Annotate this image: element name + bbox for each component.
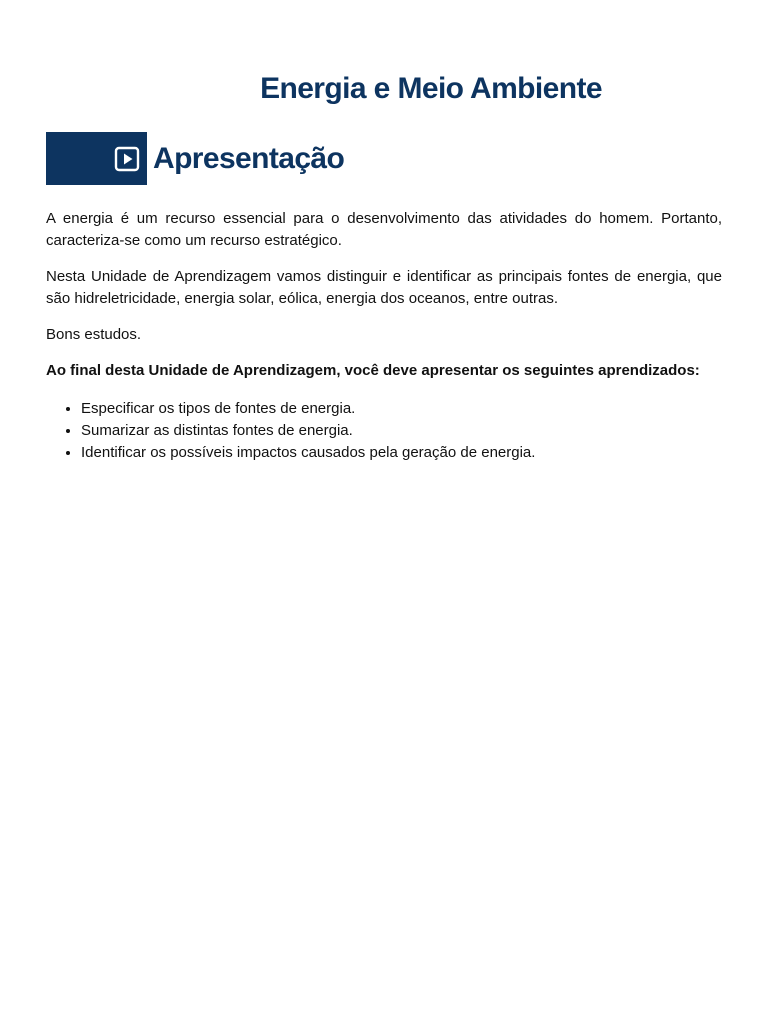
- document-title: Energia e Meio Ambiente: [260, 72, 602, 106]
- section-title: Apresentação: [153, 141, 345, 175]
- intro-paragraph: A energia é um recurso essencial para o desenvolvimento das atividades do homem. Portanto, caracteriza-se como um recurso estratégico.: [46, 210, 722, 249]
- document-body: [46, 208, 722, 464]
- section-header-bar: [46, 132, 147, 185]
- list-item: • Identificar os possíveis impactos causados pela geração de energia.: [81, 442, 722, 464]
- play-icon: [114, 146, 140, 172]
- list-item: • Especificar os tipos de fontes de energia.: [81, 398, 722, 420]
- list-item: • Sumarizar as distintas fontes de energia.: [81, 420, 722, 442]
- closing-paragraph: Bons estudos.: [46, 326, 142, 343]
- objectives-heading: Ao final desta Unidade de Aprendizagem, você deve apresentar os seguintes aprendizados:: [46, 362, 700, 379]
- section-header: [46, 132, 344, 185]
- description-paragraph: Nesta Unidade de Aprendizagem vamos distinguir e identificar as principais fontes de energia, que são hidreletricidade, energia solar, eólica, energia dos oceanos, entre outras.: [46, 268, 722, 307]
- objectives-list: [46, 398, 722, 464]
